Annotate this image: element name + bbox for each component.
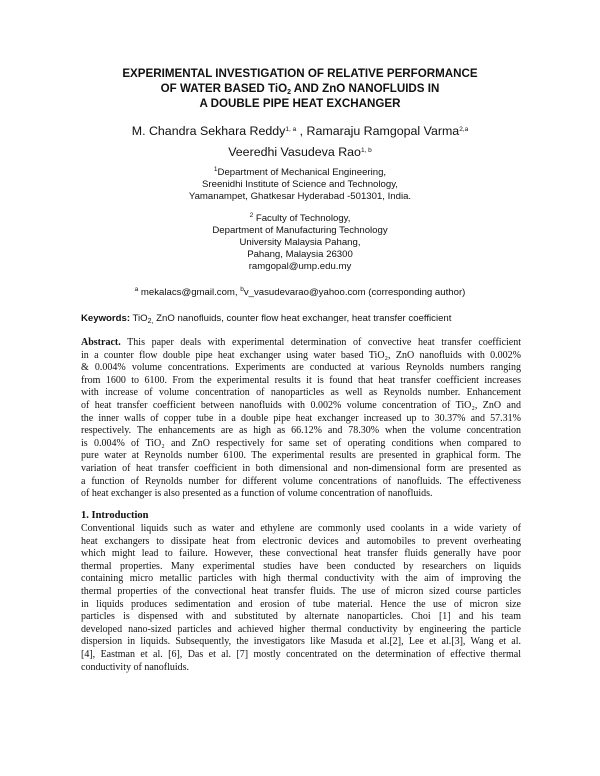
intro-line: conductivity of nanofluids. [81, 661, 190, 673]
author-3-sup: 1, b [360, 147, 372, 154]
affiliation-2-sup: 2 [249, 212, 254, 219]
intro-line: Conventional liquids such as water and ethylene are commonly used coolants in a wide variety of [81, 523, 521, 534]
intro-line: containing micro metallic particles with high thermal conductivity with the aim of improving the [81, 573, 521, 585]
abstract-line-text: This paper deals with experimental determination of convective heat transfer coefficient [120, 337, 521, 348]
author-3-name: Veeredhi Vasudeva Rao [228, 145, 361, 159]
affiliation-2-line-4: Pahang, Malaysia 26300 [247, 249, 353, 260]
intro-line: particles is dispensed with and substituted by alternate nanoparticles. Choi [1] and his team [81, 611, 521, 623]
author-line-2 [40, 145, 560, 159]
abstract-line: from 1600 to 6100. From the experimental results it is found that heat transfer coefficient increases [81, 374, 521, 386]
title-line-2 [60, 81, 540, 96]
affiliation-2-line-2: Department of Manufacturing Technology [212, 225, 388, 236]
keywords-text-b: ZnO nanofluids, counter flow heat exchanger, heat transfer coefficient [153, 313, 452, 324]
abstract [81, 337, 521, 501]
intro-line: thermal properties. Many experimental studies have been conducted by researchers on liquids [81, 560, 521, 572]
title-line-1: EXPERIMENTAL INVESTIGATION OF RELATIVE PERFORMANCE [122, 67, 478, 80]
affiliation-2-line-1 [100, 213, 500, 225]
intro-line: developed nano-sized particles and achieved higher thermal conductivity by engineering the particle [81, 623, 521, 635]
abstract-line: the inner walls of copper tube in a double pipe heat exchanger increased up to 30.37% and 57.31% [81, 412, 521, 424]
abstract-line: variation of heat transfer coefficient in both dimensional and non-dimensional form are presented as [81, 462, 521, 474]
intro-line: which might lead to failure. However, these convectional heat transfer fluids generally have poor [81, 548, 521, 560]
abstract-line [81, 337, 521, 350]
affiliation-2-line-5: ramgopal@ump.edu.my [248, 261, 352, 272]
author-line-1 [40, 124, 560, 138]
title-line-2-part-a: OF WATER BASED TiO [160, 82, 288, 95]
author-1-sup: 1, a [285, 126, 297, 133]
abstract-line: respectively. The enhancements are as high as 66.12% and 78.30% when the volume concentration [81, 425, 521, 437]
title-line-2-part-b: AND ZnO NANOFLUIDS IN [291, 82, 440, 95]
title-line-3: A DOUBLE PIPE HEAT EXCHANGER [199, 97, 401, 110]
affiliation-1-sup: 1 [213, 166, 218, 173]
intro-line: dispersion in liquids. Subsequently, the investigators like Masuda et al.[2], Lee et al.[3], Wang et al. [81, 636, 521, 648]
abstract-line: of heat exchanger is also presented as a function of volume concentration of nanofluids. [81, 488, 433, 500]
intro-line: [4], Eastman et al. [6], Das et al. [7] mostly concentrated on the determination of effective thermal [81, 648, 521, 660]
affiliation-1-line-3: Yamanampet, Ghatkesar Hyderabad -501301, India. [188, 191, 412, 202]
abstract-line: & 0.004% volume concentrations. Experiments are conducted at various Reynolds numbers ranging [81, 362, 521, 374]
keywords [81, 313, 451, 324]
title-subscript: 2 [287, 89, 291, 96]
abstract-line: with increase of volume concentration of nanoparticles as well as Reynolds number. Enhancement [81, 387, 521, 399]
author-1-name: M. Chandra Sekhara Reddy [131, 124, 286, 138]
intro-line: in liquids produces sedimentation and erosion of tube material. Hence the use of micron size [81, 598, 521, 610]
abstract-line: of heat transfer coefficient between nanofluids with 0.002% volume concentration of TiO₂, ZnO and [81, 399, 521, 411]
email-b-sup: b [240, 286, 244, 293]
intro-line: heat exchangers to dissipate heat from electronic devices and automobiles to prevent overheating [81, 535, 521, 547]
author-2-sup: 2,a [459, 126, 469, 133]
affiliation-1-line-1 [100, 167, 500, 179]
affiliation-2-line-3: University Malaysia Pahang, [239, 237, 361, 248]
email-b: v_vasudevarao@yahoo.com (corresponding author) [243, 287, 466, 298]
abstract-label: Abstract. [81, 337, 121, 348]
abstract-line: in a counter flow double pipe heat exchanger using water based TiO₂, ZnO nanofluids with 0.002% [81, 349, 521, 361]
affiliation-2-line-1-text: Faculty of Technology, [253, 213, 351, 224]
abstract-line: is 0.004% of TiO₂ and ZnO respectively for same set of operating conditions when compared to [81, 437, 521, 449]
author-emails [60, 287, 540, 298]
keywords-text-a: TiO [130, 313, 148, 324]
email-a-sup: a [134, 286, 139, 293]
affiliation-1-line-1-text: Department of Mechanical Engineering, [217, 167, 387, 178]
affiliation-2 [100, 213, 500, 273]
introduction-body [81, 523, 521, 674]
intro-line: thermal properties of the convectional heat transfer fluids. The use of micron sized course particles [81, 585, 521, 597]
author-2-name: , Ramaraju Ramgopal Varma [296, 124, 460, 138]
abstract-line: a function of Reynolds number for different volume concentrations of nanofluids. The effectiveness [81, 475, 521, 487]
affiliation-1 [100, 167, 500, 203]
affiliation-1-line-2: Sreenidhi Institute of Science and Technology, [202, 179, 398, 190]
email-a: mekalacs@gmail.com, [138, 287, 241, 298]
section-heading-introduction: 1. Introduction [81, 510, 149, 521]
keywords-label: Keywords: [81, 313, 131, 324]
abstract-line: pure water at Reynolds number 6100. The experimental results are presented in graphical form. The [81, 450, 521, 462]
paper-title [60, 66, 540, 111]
keywords-subscript: 2, [147, 318, 154, 325]
